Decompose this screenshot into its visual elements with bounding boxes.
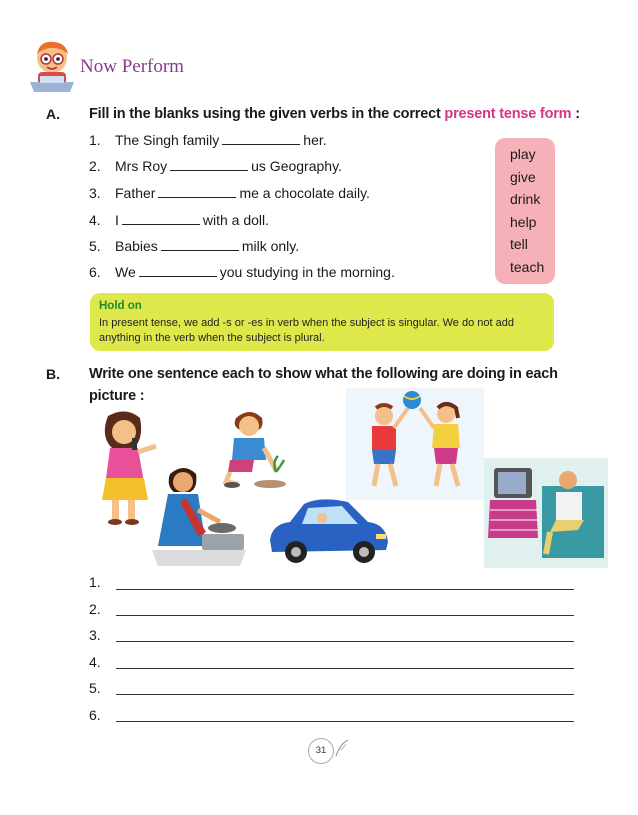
- item-number: 1.: [89, 132, 101, 148]
- line-number: 2.: [89, 601, 101, 617]
- exercise-item: [89, 238, 299, 254]
- exercise-item: [89, 158, 342, 174]
- verb-word: tell: [510, 236, 528, 252]
- writing-line[interactable]: [116, 641, 574, 642]
- man-watching-tv-illustration: [484, 458, 608, 568]
- section-a-title: [89, 106, 580, 122]
- writing-line[interactable]: [116, 694, 574, 695]
- section-a-title-suffix: :: [571, 106, 580, 122]
- answer-blank[interactable]: [222, 132, 300, 145]
- page-number: 31: [308, 738, 334, 764]
- item-number: 6.: [89, 264, 101, 280]
- exercise-item: [89, 264, 395, 280]
- section-a-title-highlight: present tense form: [444, 106, 572, 122]
- verb-word: teach: [510, 258, 545, 275]
- item-text-after: me a chocolate daily.: [239, 185, 370, 201]
- item-number: 5.: [89, 238, 101, 254]
- item-text-after: with a doll.: [202, 212, 270, 228]
- item-text-after: you studying in the morning.: [219, 264, 395, 280]
- exercise-item: [89, 132, 327, 148]
- answer-blank[interactable]: [122, 212, 200, 225]
- writing-line[interactable]: [116, 589, 574, 590]
- verb-word: help: [510, 213, 537, 230]
- writing-line[interactable]: [116, 668, 574, 669]
- answer-blank[interactable]: [139, 264, 217, 277]
- item-text-before: Babies: [115, 238, 158, 254]
- children-playing-ball-illustration: [346, 388, 484, 500]
- boy-planting-illustration: [220, 408, 288, 490]
- car-illustration: [264, 494, 392, 566]
- item-number: 2.: [89, 158, 101, 174]
- line-number: 3.: [89, 627, 101, 643]
- section-a-title-prefix: Fill in the blanks using the given verbs in the correct: [89, 106, 445, 122]
- verb-word-box: [495, 138, 555, 284]
- page-heading: Now Perform: [80, 56, 184, 77]
- section-b-title-line1: Write one sentence each to show what the following are doing in each: [89, 366, 558, 382]
- answer-blank[interactable]: [170, 158, 248, 171]
- writing-line[interactable]: [116, 615, 574, 616]
- exercise-item: [89, 185, 370, 201]
- verb-word: play: [510, 146, 536, 162]
- item-text-before: Mrs Roy: [115, 158, 168, 174]
- section-b-title-line2: picture :: [89, 388, 145, 404]
- page-ornament-icon: [334, 738, 350, 758]
- item-text-after: her.: [303, 132, 327, 148]
- item-number: 4.: [89, 212, 101, 228]
- line-number: 6.: [89, 707, 101, 723]
- writing-line[interactable]: [116, 721, 574, 722]
- section-b-letter: B.: [46, 366, 60, 382]
- item-text-before: The Singh family: [115, 132, 220, 148]
- mascot-boy-with-laptop-icon: [26, 38, 78, 94]
- item-text-before: We: [115, 264, 136, 280]
- answer-blank[interactable]: [158, 185, 236, 198]
- section-a-letter: A.: [46, 106, 60, 122]
- item-number: 3.: [89, 185, 101, 201]
- hold-on-note: [90, 293, 554, 351]
- verb-word: give: [510, 168, 536, 185]
- item-text-after: milk only.: [241, 238, 300, 254]
- item-text-after: us Geography.: [251, 158, 342, 174]
- verb-word: drink: [510, 191, 541, 207]
- answer-blank[interactable]: [161, 238, 239, 251]
- hold-on-text: In present tense, we add -s or -es in verb when the subject is singular. We do not add anything in the verb when the subject is plural.: [99, 317, 514, 344]
- exercise-item: [89, 212, 269, 228]
- line-number: 5.: [89, 680, 101, 696]
- item-text-before: I: [115, 212, 119, 228]
- line-number: 1.: [89, 574, 101, 590]
- line-number: 4.: [89, 654, 101, 670]
- item-text-before: Father: [115, 185, 156, 201]
- hold-on-title: Hold on: [99, 300, 142, 312]
